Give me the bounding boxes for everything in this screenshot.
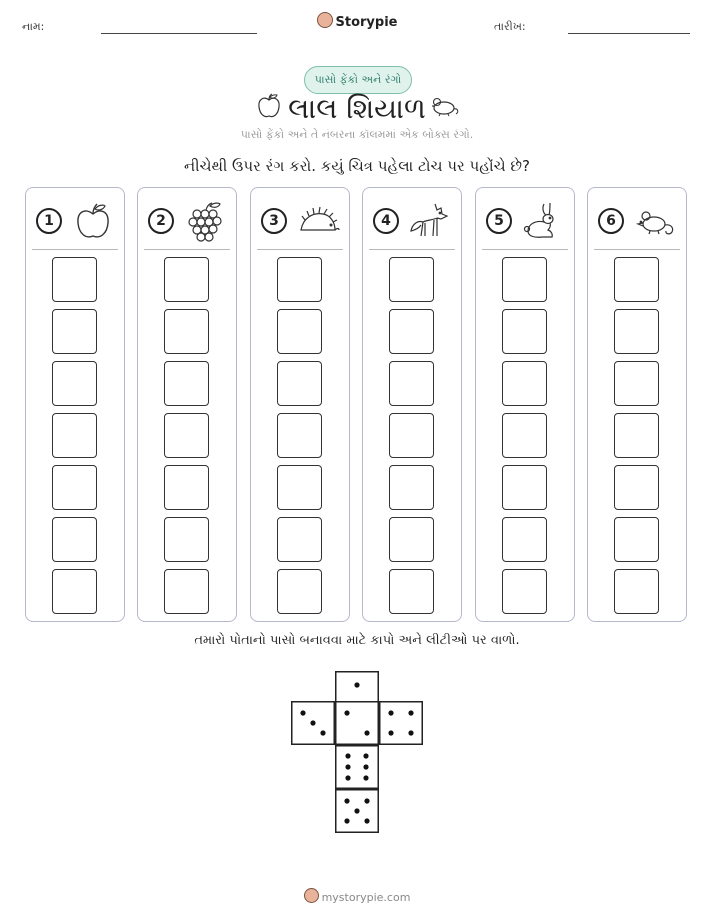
column-divider [369,249,455,250]
color-box[interactable] [277,309,322,354]
hedgehog-icon [295,198,341,244]
column-divider [594,249,680,250]
color-box[interactable] [164,517,209,562]
mouse-decor-icon [428,94,460,118]
color-box[interactable] [277,517,322,562]
page-title: લાલ શિયાળ [288,92,426,125]
color-box[interactable] [614,413,659,458]
color-box[interactable] [277,413,322,458]
die-face-5 [335,789,379,833]
fox-icon [407,198,453,244]
brand-logo [0,12,714,30]
column-number: 3 [261,208,287,234]
color-box[interactable] [52,309,97,354]
color-box[interactable] [614,569,659,614]
color-box[interactable] [52,465,97,510]
color-box[interactable] [277,569,322,614]
name-field-line[interactable] [101,33,257,34]
color-box[interactable] [52,517,97,562]
footer [0,888,714,904]
page-subtitle: પાસો ફેંકો અને તે નંબરના કૉલમમાં એક બોક્સ રંગો. [240,128,474,141]
color-box[interactable] [164,569,209,614]
column-3 [250,187,350,622]
column-divider [482,249,568,250]
brand-name: Storypie [335,15,398,30]
color-box[interactable] [389,569,434,614]
cut-fold-instruction: તમારો પોતાનો પાસો બનાવવા માટે કાપો અને લીટીઓ પર વાળો. [194,633,520,648]
color-box[interactable] [164,309,209,354]
color-box[interactable] [164,413,209,458]
color-box[interactable] [389,361,434,406]
color-box[interactable] [164,257,209,302]
color-box[interactable] [164,361,209,406]
column-4 [362,187,462,622]
color-box[interactable] [52,413,97,458]
color-box[interactable] [389,309,434,354]
column-6 [587,187,687,622]
column-5 [475,187,575,622]
date-field-line[interactable] [568,33,690,34]
color-box[interactable] [614,517,659,562]
column-divider [144,249,230,250]
color-box[interactable] [614,465,659,510]
die-face-2 [335,701,379,745]
color-box[interactable] [52,569,97,614]
color-box[interactable] [52,361,97,406]
column-divider [257,249,343,250]
column-divider [32,249,118,250]
color-box[interactable] [502,465,547,510]
color-box[interactable] [389,257,434,302]
bear-logo-icon [317,12,333,28]
color-box[interactable] [389,465,434,510]
instruction-text: નીચેથી ઉપર રંગ કરો. કયું ચિત્ર પહેલા ટોચ પર પહોંચે છે? [184,157,530,175]
bear-logo-icon [304,888,319,903]
column-number: 4 [373,208,399,234]
color-box[interactable] [277,361,322,406]
color-box[interactable] [502,517,547,562]
column-number: 5 [486,208,512,234]
color-box[interactable] [164,465,209,510]
color-box[interactable] [502,361,547,406]
color-box[interactable] [389,413,434,458]
die-face-4 [379,701,423,745]
name-label: નામ: [22,20,45,33]
rabbit-icon [520,198,566,244]
die-face-3 [291,701,335,745]
column-number: 1 [36,208,62,234]
color-box[interactable] [502,413,547,458]
color-box[interactable] [52,257,97,302]
footer-url[interactable]: mystorypie.com [321,891,411,904]
grapes-icon [182,198,228,244]
column-number: 6 [598,208,624,234]
date-label: તારીખ: [494,20,526,33]
color-box[interactable] [614,361,659,406]
column-number: 2 [148,208,174,234]
die-face-6 [335,745,379,789]
color-box[interactable] [277,465,322,510]
color-box[interactable] [277,257,322,302]
apple-icon [70,198,116,244]
mouse-icon [632,198,678,244]
color-box[interactable] [614,309,659,354]
color-box[interactable] [502,309,547,354]
color-box[interactable] [502,569,547,614]
color-box[interactable] [389,517,434,562]
color-box[interactable] [502,257,547,302]
color-box[interactable] [614,257,659,302]
game-badge: પાસો ફેંકો અને રંગો [304,66,412,94]
column-1 [25,187,125,622]
column-2 [137,187,237,622]
